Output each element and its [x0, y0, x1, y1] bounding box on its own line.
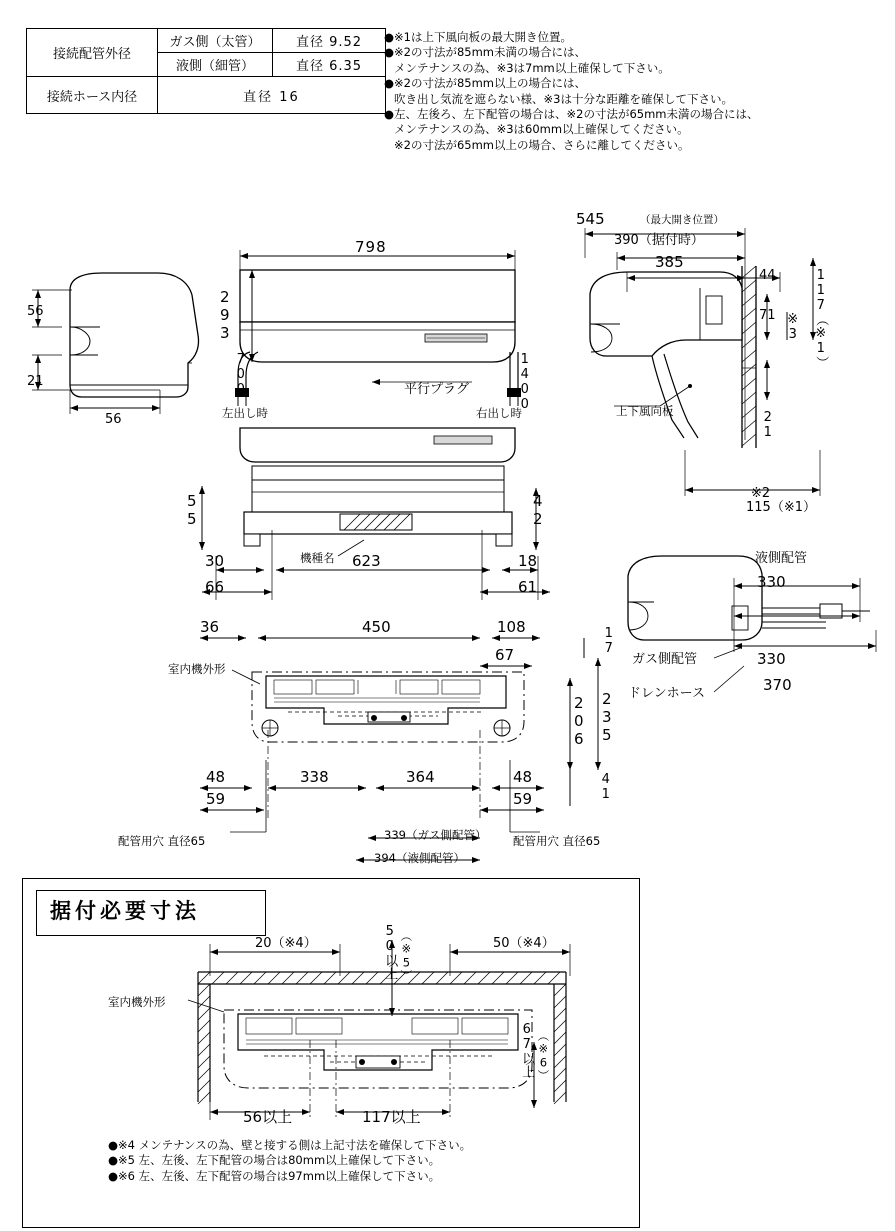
- spec-value-gas: 直径 9.52: [273, 29, 386, 53]
- label-model-name: 機種名: [300, 551, 335, 565]
- right-side-view-dimensions: [555, 200, 885, 520]
- dim-394-liquid: 394（液側配管）: [374, 851, 465, 865]
- spec-value-hose: 直径 16: [158, 77, 386, 114]
- dim-48-left: 48: [206, 768, 226, 786]
- left-side-view-dimensions: [10, 250, 190, 450]
- dim-55: 55: [182, 492, 201, 528]
- unit-outline-leader: [230, 662, 280, 692]
- dim-623: 623: [352, 552, 381, 570]
- dim-44: 44: [759, 268, 776, 283]
- note-3: メンテナンスの為、※3は7mm以上確保して下さい。: [394, 60, 670, 75]
- dim-cord-left-700: 700: [233, 352, 249, 397]
- louver-leader-line: [600, 380, 730, 420]
- dim-385: 385: [655, 253, 684, 271]
- note-2: ※2の寸法が85mm未満の場合には、: [394, 45, 586, 60]
- spec-sub-liquid: 液側（細管）: [158, 53, 273, 77]
- dim-235: 235: [597, 690, 616, 744]
- dim-front-height-293: 293: [215, 288, 234, 342]
- note-4: ※2の寸法が85mm以上の場合には、: [394, 76, 586, 91]
- dim-left-21: 21: [27, 374, 44, 389]
- dim-cord-right-1400: 1400: [517, 352, 533, 412]
- dim-50-above-note: （※5）: [399, 930, 414, 981]
- install-title: 据付必要寸法: [50, 899, 200, 923]
- dim-front-width-798: 798: [355, 238, 387, 256]
- dim-67: 67: [495, 646, 515, 664]
- note-7: メンテナンスの為、※3は60mm以上確保してください。: [394, 122, 689, 137]
- label-left-outlet: 左出し時: [222, 406, 268, 420]
- dim-339-gas: 339（ガス側配管）: [384, 828, 487, 842]
- label-liquid-pipe: 液側配管: [755, 551, 808, 566]
- top-notes: ●※1は上下風向板の最大開き位置。 ●※2の寸法が85mm未満の場合には、 メンテナンスの為、※3は7mm以上確保して下さい。 ●※2の寸法が85mm以上の場合には、 吹き出し気流を遮らない様、※3は十分な距離を確保して下さい。 ●左、左後ろ、左下配管の場合は、※2の寸法が65mm未満の場合には、 メンテナンスの為、※3は60mm以上確保してください。 ※2の寸法が65mm以上の場合、さらに離してください。: [384, 30, 759, 152]
- dim-115: 115（※1）: [746, 500, 816, 515]
- hole-leaders-right: [500, 740, 600, 840]
- dim-left-depth-56: 56: [105, 412, 122, 427]
- dim-206: 206: [569, 694, 588, 748]
- note-1: ※1は上下風向板の最大開き位置。: [394, 30, 572, 44]
- dim-41: 41: [598, 772, 614, 802]
- label-right-outlet: 右出し時: [476, 406, 522, 420]
- spec-label-hose-id: 接続ホース内径: [27, 77, 158, 114]
- dim-17: 17: [601, 626, 617, 656]
- dim-42: 42: [528, 492, 547, 528]
- dim-545: 545: [576, 210, 605, 228]
- spec-label-pipe-od: 接続配管外径: [27, 29, 158, 77]
- dim-18: 18: [518, 552, 538, 570]
- install-note-4: ※4 メンテナンスの為、壁と接する側は上記寸法を確保して下さい。: [118, 1138, 472, 1152]
- dim-390: 390（据付時）: [614, 233, 704, 248]
- label-gas-pipe: ガス側配管: [632, 652, 698, 667]
- dim-left-56: 56: [27, 304, 44, 319]
- dim-338: 338: [300, 768, 329, 786]
- model-name-leader: [330, 530, 390, 560]
- dim-36: 36: [200, 618, 220, 636]
- dim-545-note: （最大開き位置）: [640, 214, 724, 226]
- label-hole-right: 配管用穴 直径65: [513, 834, 601, 848]
- dim-3-note: ※3: [785, 312, 801, 342]
- dim-370: 370: [763, 676, 792, 694]
- dim-50-above: 50以上: [382, 924, 398, 980]
- dim-364: 364: [406, 768, 435, 786]
- spec-sub-gas: ガス側（太管）: [158, 29, 273, 53]
- dim-2-note: ※2: [751, 486, 771, 501]
- dim-67-above-note: （※6）: [536, 1030, 551, 1081]
- dim-21-right: 21: [760, 410, 776, 440]
- install-note-6: ※6 左、左後、左下配管の場合は97mm以上確保して下さい。: [118, 1168, 441, 1183]
- dim-59-right: 59: [513, 790, 533, 808]
- dim-71: 71: [759, 308, 776, 323]
- dim-330-a: 330: [757, 573, 786, 591]
- dim-67-above: 67以上: [519, 1022, 535, 1078]
- label-hole-left: 配管用穴 直径65: [118, 834, 206, 848]
- dim-20-note4: 20（※4）: [255, 936, 317, 951]
- dim-50-note4: 50（※4）: [493, 936, 555, 951]
- pipe-label-leaders: [714, 648, 774, 708]
- label-louver: 上下風向板: [616, 404, 674, 418]
- note-5: 吹き出し気流を遮らない様、※3は十分な距離を確保して下さい。: [394, 91, 733, 106]
- label-unit-outline: 室内機外形: [168, 662, 226, 676]
- spec-table: [26, 28, 386, 114]
- note-6: 左、左後ろ、左下配管の場合は、※2の寸法が65mm未満の場合には、: [394, 106, 759, 121]
- dim-450: 450: [362, 618, 391, 636]
- bottom-view-dimensions: [180, 420, 560, 600]
- dim-108: 108: [497, 618, 526, 636]
- dim-117: 117（※1）: [813, 268, 829, 369]
- dim-56-above: 56以上: [243, 1108, 293, 1126]
- label-parallel-plug: 平行プラグ: [404, 382, 470, 397]
- spec-value-liquid: 直径 6.35: [273, 53, 386, 77]
- dim-61: 61: [518, 578, 538, 596]
- dim-330-b: 330: [757, 650, 786, 668]
- dim-30: 30: [205, 552, 225, 570]
- install-notes: ●※4 メンテナンスの為、壁と接する側は上記寸法を確保して下さい。 ●※5 左、左後、左下配管の場合は80mm以上確保して下さい。 ●※6 左、左後、左下配管の場合は97mm以上確保して下さい。: [108, 1138, 472, 1183]
- dim-66: 66: [205, 578, 225, 596]
- label-drain-hose: ドレンホース: [628, 686, 706, 701]
- hole-leaders: [190, 740, 290, 840]
- dim-59-left: 59: [206, 790, 226, 808]
- install-note-5: ※5 左、左後、左下配管の場合は80mm以上確保して下さい。: [118, 1153, 441, 1168]
- dim-48-right: 48: [513, 768, 533, 786]
- dim-117-above: 117以上: [362, 1108, 421, 1126]
- note-8: ※2の寸法が65mm以上の場合、さらに離してください。: [394, 137, 690, 152]
- install-label-unit-outline: 室内機外形: [108, 995, 166, 1009]
- install-outline-leader: [186, 988, 236, 1018]
